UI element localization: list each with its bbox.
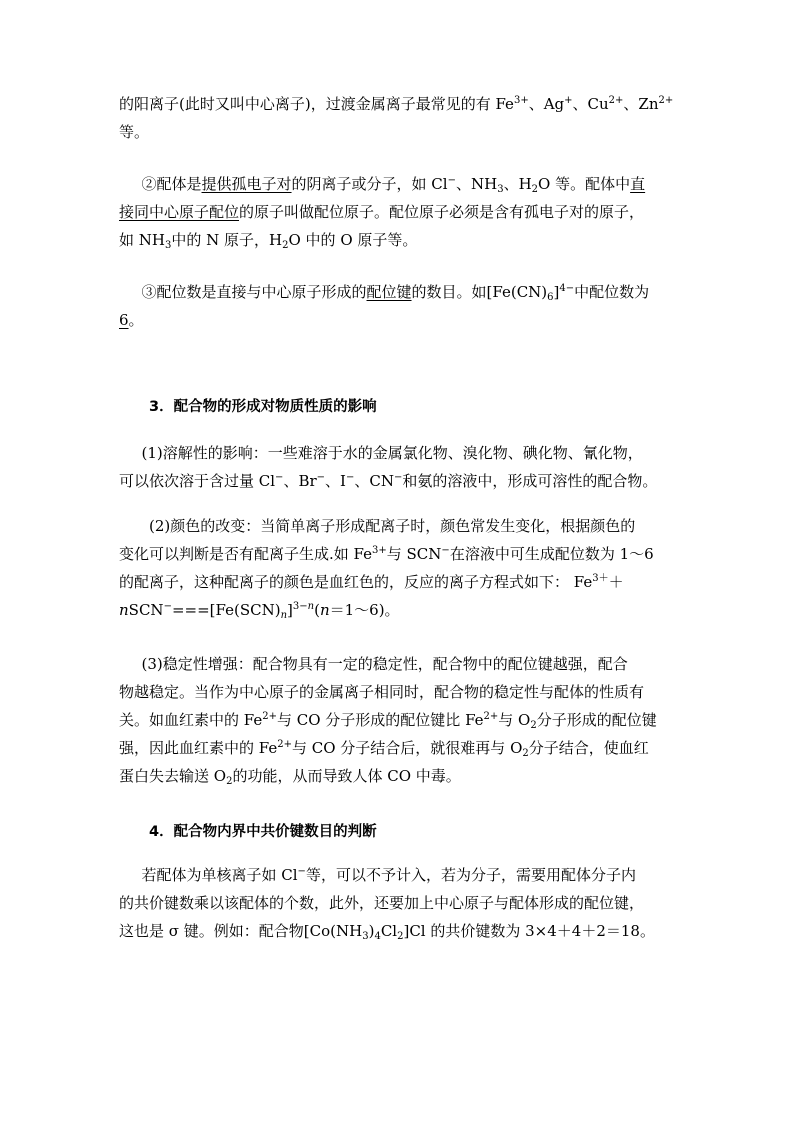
text-line: 6。 [119,311,144,329]
text-line: 蛋白失去输送 $O_2$的功能，从而导致人体 CO 中毒。 [119,767,461,787]
text-line: (3)稳定性增强：配合物具有一定的稳定性，配合物中的配位键越强，配合 [141,655,628,673]
paragraph-color-change [119,512,679,624]
paragraph-central-ion [119,90,679,146]
text-line: $nSCN^-===[Fe(SCN)_n]^{3-n}(n=1\sim 6)$。 [119,601,400,621]
text-line: 接同中心原子配位的原子叫做配位原子。配位原子必须是含有孤电子对的原子， [119,203,645,221]
text-line: (2)颜色的改变：当简单离子形成配离子时，颜色常发生变化，根据颜色的 [149,517,636,535]
text-line: 等。 [119,123,150,141]
paragraph-ligand [119,170,679,254]
paragraph-stability [119,650,679,790]
text-line: 物越稳定。当作为中心原子的金属离子相同时，配合物的稳定性与配体的性质有 [119,683,645,701]
text-line: ②配体是提供孤电子对的阴离子或分子，如 Cl−、$NH_3$、$H_2O$ 等。配体中直 [141,175,646,195]
text-line: 的阳离子(此时又叫中心离子)，过渡金属离子最常见的有 $Fe^{3+}$、Ag+、$Cu^{2+}$、$Zn^{2+}$ [119,95,674,113]
section-heading-4: 4．配合物内界中共价键数目的判断 [149,824,377,840]
text-line: ③配位数是直接与中心原子形成的配位键的数目。如$[Fe(CN)_6]^{4-}$中配位数为 [141,283,650,303]
text-line: 的共价键数乘以该配体的个数，此外，还要加上中心原子与配体形成的配位键， [119,894,645,912]
text-line: 若配体为单核离子如 Cl−等，可以不予计入，若为分子，需要用配体分子内 [141,866,636,884]
text-line: 变化可以判断是否有配离子生成.如 $Fe^{3+}$与 SCN−在溶液中可生成配位数为 1～6 [119,545,654,563]
text-line: 关。如血红素中的 $Fe^{2+}$与 CO 分子形成的配位键比 $Fe^{2+}$与 $O_2$分子形成的配位键 [119,711,657,731]
text-line: 可以依次溶于含过量 Cl−、Br−、I−、CN−和氨的溶液中，形成可溶性的配合物。 [119,472,658,490]
text-line: 的配离子，这种配离子的颜色是血红色的，反应的离子方程式如下： $Fe^{3+}+$ [119,573,624,591]
text-line: (1)溶解性的影响：一些难溶于水的金属氯化物、溴化物、碘化物、氰化物， [141,444,643,462]
paragraph-solubility [119,439,679,495]
section-heading-3: 3．配合物的形成对物质性质的影响 [149,399,377,415]
text-line: 强，因此血红素中的 $Fe^{2+}$与 CO 分子结合后，就很难再与 $O_2$分子结合，使血红 [119,739,649,759]
paragraph-coordination-number [119,278,679,334]
text-line: 如 $NH_3$中的 N 原子，$H_2O$ 中的 O 原子等。 [119,231,418,251]
paragraph-bond-count [119,861,679,945]
text-line: 这也是 σ 键。例如：配合物$[Co(NH_3)_4Cl_2]Cl$ 的共价键数为 3×4＋4＋2＝18。 [119,922,655,942]
